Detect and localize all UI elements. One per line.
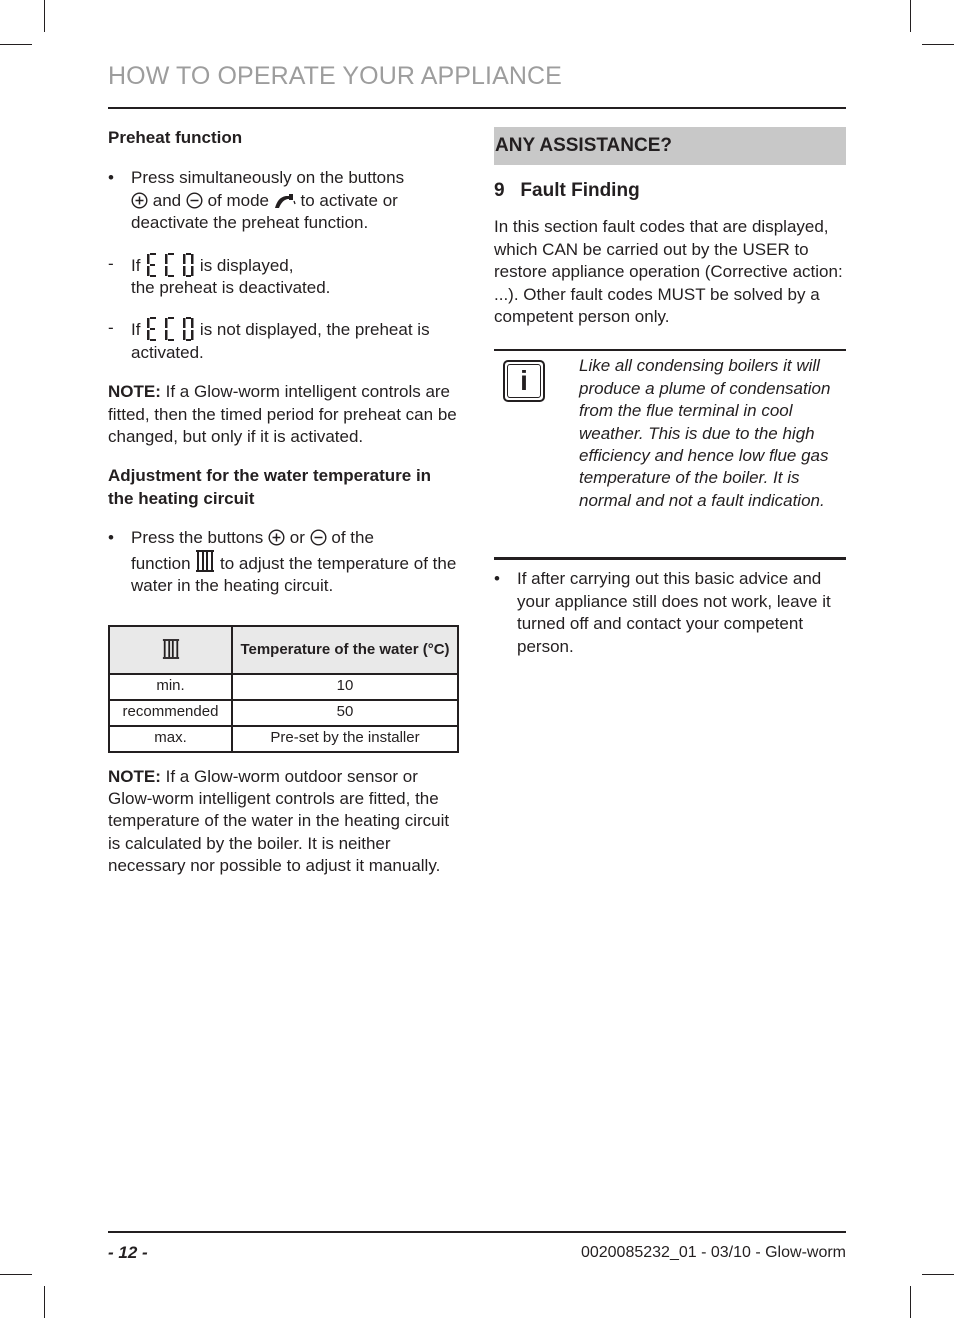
eco-display-icon xyxy=(145,317,195,341)
preheat-bullet: • Press simultaneously on the buttons and of mode to activate or deactivate the preheat function. xyxy=(108,168,405,233)
fault-intro: In this section fault codes that are displayed, which CAN be carried out by the USER to restore appliance operation (Corrective action: ...). Other fault codes MUST be solved by a competent person only. xyxy=(494,217,843,327)
footer-rule xyxy=(108,1231,846,1233)
left-column xyxy=(108,127,460,878)
radiator-icon xyxy=(195,550,215,572)
crop-mark xyxy=(910,0,911,32)
radiator-icon xyxy=(162,639,180,659)
crop-mark xyxy=(922,44,954,45)
right-column xyxy=(494,127,846,658)
adjust-heading: Adjustment for the water temperature in the heating circuit xyxy=(108,466,432,508)
section-heading: 9 Fault Finding xyxy=(494,180,640,201)
crop-mark xyxy=(910,1286,911,1318)
crop-mark xyxy=(0,44,32,45)
crop-mark xyxy=(0,1274,32,1275)
water-temperature-table xyxy=(108,625,459,753)
info-icon: i xyxy=(503,360,545,402)
header-rule xyxy=(108,107,846,109)
assistance-bullet: • If after carrying out this basic advice and your appliance still does not work, leave it turned off and contact your competent person. xyxy=(494,569,831,656)
preheat-note: NOTE: If a Glow-worm intelligent controls are fitted, then the timed period for preheat can be changed, but only if it is activated. xyxy=(108,382,457,447)
info-box xyxy=(494,349,846,560)
tap-icon xyxy=(274,191,296,209)
plus-circle-icon xyxy=(131,192,148,209)
page-number: - 12 - xyxy=(108,1243,148,1262)
section-band: ANY ASSISTANCE? xyxy=(494,127,846,165)
outdoor-sensor-note: NOTE: If a Glow-worm outdoor sensor or Glow-worm intelligent controls are fitted, the temperature of the water in the heating circuit is calculated by the boiler. It is neither necessary nor possible to adjust it manually. xyxy=(108,766,450,876)
preheat-heading: Preheat function xyxy=(108,128,243,147)
document-reference: 0020085232_01 - 03/10 - Glow-worm xyxy=(580,1244,846,1261)
preheat-eco-not-displayed: - If is not displayed, the preheat is activated. xyxy=(108,318,430,362)
table-row: min. 10 xyxy=(109,674,458,700)
table-row: recommended 50 xyxy=(109,700,458,726)
page-header-title: HOW TO OPERATE YOUR APPLIANCE xyxy=(108,62,562,90)
bullet-mark: • xyxy=(108,168,114,188)
crop-mark xyxy=(44,0,45,32)
preheat-eco-displayed: - If is displayed, the preheat is deactivated. xyxy=(108,253,331,298)
minus-circle-icon xyxy=(310,529,327,546)
info-text: Like all condensing boilers it will produce a plume of condensation from the flue terminal in cool weather. This is due to the high efficiency and hence low flue gas temperature of the boiler. It is normal and not a fault indication. xyxy=(579,356,831,510)
plus-circle-icon xyxy=(268,529,285,546)
crop-mark xyxy=(922,1274,954,1275)
table-row: max. Pre-set by the installer xyxy=(109,726,458,752)
table-header: Temperature of the water (°C) xyxy=(232,626,458,674)
minus-circle-icon xyxy=(186,192,203,209)
crop-mark xyxy=(44,1286,45,1318)
eco-display-icon xyxy=(145,253,195,277)
adjust-bullet: • Press the buttons or of the function to adjust the temperature of the water in the heating circuit. xyxy=(108,528,457,596)
